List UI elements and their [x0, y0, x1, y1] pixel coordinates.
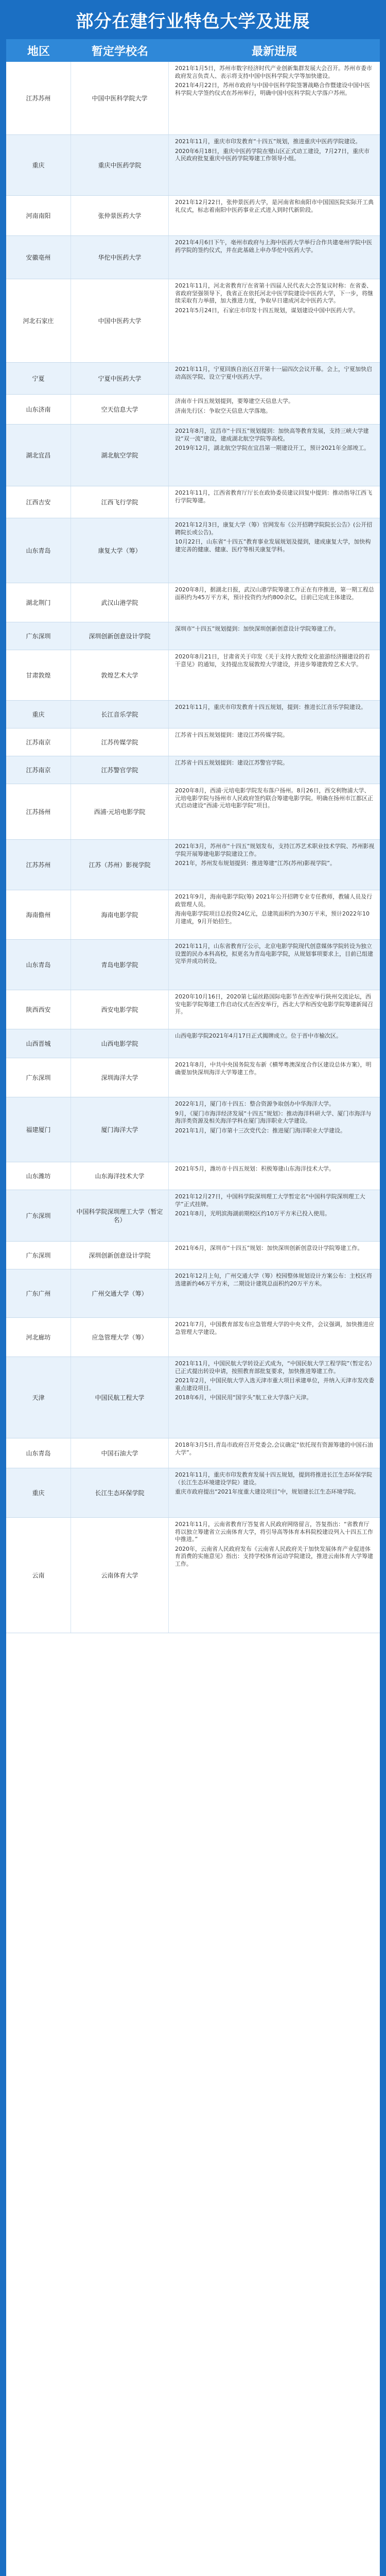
- table-row: [6, 486, 380, 518]
- region-cell: 重庆: [6, 135, 71, 195]
- school-name-cell: 康复大学（筹）: [71, 518, 169, 583]
- table-row: [6, 1097, 380, 1162]
- progress-cell: [169, 236, 380, 279]
- progress-paragraph: 2020年10月16日，2020第七届丝路国际电影节在西安举行陕州交流论坛，西安电影学院筹建工作启动仪式在西安举行，西北大学和西安电影学院筹建新闻召开。: [175, 993, 373, 1015]
- region-cell: 陕西西安: [6, 990, 71, 1029]
- progress-paragraph: 2020年8月，西浦·元培电影学院发布落户扬州。8月26日，西交利物浦大学、元培电影学院与扬州市人民政府签约联合筹建电影学院。明确在扬州市江都区正式启动建设“西浦·元培电影学院”项目。: [175, 787, 373, 809]
- progress-paragraph: 2020年8月，据湖北日报，武汉山港学院筹建工作正在有序推进，第一期工程总面积约为45万平方米，预计投资约为约800余亿，目前已完成主体建设。: [175, 586, 374, 601]
- table-row: [6, 990, 380, 1029]
- header-progress: 最新进展: [251, 45, 297, 58]
- header-name: 暂定学校名: [91, 45, 148, 58]
- region-cell: 广东深圳: [6, 1058, 71, 1097]
- progress-cell: [169, 756, 380, 784]
- progress-cell: [169, 1029, 380, 1058]
- table-row: [6, 425, 380, 486]
- progress-paragraph: 重庆市政府提出“2021年度重大建设项目”中，规划建长江生态环境学院。: [175, 1488, 360, 1495]
- school-name-cell: 江苏警官学院: [71, 756, 169, 784]
- region-cell: 江苏苏州: [6, 840, 71, 890]
- region-cell: 江苏扬州: [6, 784, 71, 839]
- region-cell: 甘肃敦煌: [6, 650, 71, 700]
- progress-cell: [169, 425, 380, 486]
- table-row: [6, 1269, 380, 1318]
- region-cell: 云南: [6, 1518, 71, 1633]
- school-name-cell: 中国民航工程大学: [71, 1357, 169, 1438]
- progress-cell: [169, 135, 380, 195]
- progress-paragraph: 2021年11月，重庆市印发教育发展十四五规划，提到将推进长江生态环保学院（长江生态环境建设学院）建设。: [175, 1471, 372, 1486]
- table-row: [6, 701, 380, 728]
- progress-cell: [169, 363, 380, 394]
- progress-paragraph: 2021年12月22日，张仲景医药大学，是河南省和南阳市中国国医院实际开工典礼仪式，标志着南阳中医药事业正式进入到时代新阶段。: [175, 199, 374, 213]
- header-region: 地区: [27, 45, 50, 58]
- table-row: [6, 518, 380, 583]
- region-cell: 山东潍坊: [6, 1162, 71, 1190]
- progress-paragraph: 2021年9月，海南电影学院(筹) 2021年公开招聘专业专任教师，教辅人员及行政管理人员。: [175, 893, 373, 908]
- school-name-cell: 西安电影学院: [71, 990, 169, 1029]
- region-cell: 山东济南: [6, 395, 71, 424]
- table-row: [6, 1438, 380, 1468]
- school-name-cell: 重庆中医药学院: [71, 135, 169, 195]
- school-name-cell: 中国中医科学院大学: [71, 62, 169, 134]
- region-cell: 福建厦门: [6, 1097, 71, 1162]
- progress-paragraph: 10月22日，山东省“十四五”教育事业发展规划及提到，建成康复大学，加快构建完善的健康、健康、医疗等相关康复学科。: [175, 538, 371, 553]
- progress-paragraph: 2021年7月，中国教育部发布应急管理大学的中央文件，会议强调，加快推进应急管理大学建设。: [175, 1321, 374, 1335]
- region-cell: 山东青岛: [6, 940, 71, 990]
- region-cell: 江苏南京: [6, 756, 71, 784]
- progress-cell: [169, 196, 380, 235]
- school-name-cell: 云南体育大学: [71, 1518, 169, 1633]
- progress-paragraph: 2021年12月上旬，广州交通大学（筹）校园整体规划设计方案公布：主校区将选建新约46万平方米，二期设计建筑总面积约20万平方米。: [175, 1273, 372, 1287]
- progress-paragraph: 2021年3月，苏州市“十四五”规划发布，支持江苏艺术职业技术学院、苏州影视学院开展筹建电影学院建设工作。: [175, 843, 375, 857]
- progress-paragraph: 2021年4月6日下午，亳州市政府与上海中医药大学举行合作共建亳州学院中医药学院的签约仪式，并在此基础上申办华佗中医药大学。: [175, 239, 372, 253]
- progress-paragraph: 2021年11月，宁夏回族自治区召开第十一届四次会议开幕。会上，宁夏加快启动高医学院、设立宁夏中医药大学。: [175, 366, 372, 380]
- table-row: [6, 395, 380, 425]
- school-name-cell: 西浦·元培电影学院: [71, 784, 169, 839]
- table-row: [6, 279, 380, 363]
- school-name-cell: 江西飞行学院: [71, 486, 169, 518]
- progress-cell: [169, 1058, 380, 1097]
- progress-cell: [169, 486, 380, 518]
- school-name-cell: 中国科学院深圳理工大学（暂定名）: [71, 1190, 169, 1241]
- table-row: [6, 840, 380, 890]
- progress-cell: [169, 622, 380, 650]
- progress-paragraph: 2021年，苏州发布规划提到：推进筹建“江苏(苏州)影视学院”。: [175, 860, 336, 867]
- progress-paragraph: 2021年11月，重庆市印发教育“十四五”规划，推进重庆中医药学院建设。: [175, 138, 361, 145]
- region-cell: 江苏苏州: [6, 62, 71, 134]
- school-name-cell: 广州交通大学（筹）: [71, 1269, 169, 1317]
- school-name-cell: 青岛电影学院: [71, 940, 169, 990]
- progress-cell: [169, 940, 380, 990]
- progress-cell: [169, 583, 380, 622]
- progress-cell: [169, 1269, 380, 1317]
- region-cell: 海南儋州: [6, 890, 71, 939]
- school-name-cell: 张仲景医药大学: [71, 196, 169, 235]
- progress-paragraph: 2019年12月，湖北航空学院在宜昌第一期建设开工，预计2021年全部竣工。: [175, 445, 370, 451]
- progress-paragraph: 2021年8月，中共中央国务院发布新《横琴粤澳深度合作区建设总体方案》，明确要加快深圳海洋大学筹建工作。: [175, 1061, 372, 1076]
- table-row: [6, 363, 380, 395]
- school-name-cell: 深圳创新创意设计学院: [71, 1242, 169, 1269]
- progress-paragraph: 济南市十四五规划提到，要筹建空天信息大学。: [175, 398, 294, 404]
- progress-paragraph: 海南电影学院项目总投资24亿元，总建筑面积约为30万平米，预计2022年10月建成，9月开始招生。: [175, 910, 370, 925]
- school-name-cell: 中国石油大学: [71, 1438, 169, 1468]
- school-name-cell: 宁夏中医药大学: [71, 363, 169, 394]
- region-cell: 广东广州: [6, 1269, 71, 1317]
- progress-paragraph: 2021年11月，山东省教育厅公示，北京电影学院现代创意媒体学院转设为独立设置的民办本科高校，拟更名为青岛电影学院，从规划事项要求上，目前已组建完毕并成功转设。: [175, 943, 373, 964]
- progress-cell: [169, 518, 380, 583]
- table-row: [6, 622, 380, 650]
- region-cell: 山西晋城: [6, 1029, 71, 1058]
- progress-cell: [169, 650, 380, 700]
- progress-paragraph: 2021年1月，厦门市第十三次党代会：推进厦门海洋职业大学建设。: [175, 1127, 346, 1134]
- progress-cell: [169, 1318, 380, 1357]
- region-cell: 河南南阳: [6, 196, 71, 235]
- school-name-cell: 湖北航空学院: [71, 425, 169, 486]
- progress-paragraph: 2021年5月24日，石家庄市印发十四五规划，谋划建设中国中医药大学。: [175, 307, 359, 314]
- progress-cell: [169, 1357, 380, 1438]
- region-cell: 重庆: [6, 701, 71, 728]
- progress-paragraph: 江苏省十四五规划提到：建设江苏警官学院。: [175, 759, 288, 766]
- progress-cell: [169, 728, 380, 756]
- region-cell: 山东青岛: [6, 1438, 71, 1468]
- progress-paragraph: 深圳市“十四五”规划提到：加快深圳创新创意设计学院筹建工作。: [175, 625, 340, 632]
- progress-paragraph: 2021年11月，云南省教育厅答复省人民政府网络留言，答复指出：“省教育厅将以独立筹建省立云南体育大学，将引导高等体育本科院校建设列入十四五工作中推进。”: [175, 1521, 373, 1543]
- progress-paragraph: 2020年6月18日，重庆中医药学院在璧山区正式动工建设，7月27日，重庆市人民政府批复重庆中医药学院筹建工作领导小组。: [175, 147, 370, 162]
- region-cell: 广东深圳: [6, 1242, 71, 1269]
- table-row: [6, 1058, 380, 1097]
- progress-cell: [169, 1468, 380, 1517]
- progress-paragraph: 2021年11月，江西省教育厅厅长在政协委员建议回复中提到：推动指导江西飞行学院筹建。: [175, 489, 372, 504]
- region-cell: 广东深圳: [6, 622, 71, 650]
- table-row: [6, 1468, 380, 1518]
- table-row: [6, 1190, 380, 1242]
- progress-cell: [169, 890, 380, 939]
- progress-paragraph: 2022年1月，厦门市十四五：整合资源争取创办中华海洋大学。: [175, 1100, 335, 1107]
- school-name-cell: 长江音乐学院: [71, 701, 169, 728]
- progress-paragraph: 济南先行区：争取空天信息大学落地。: [175, 407, 271, 414]
- progress-cell: [169, 1438, 380, 1468]
- progress-cell: [169, 990, 380, 1029]
- region-cell: 河北廊坊: [6, 1318, 71, 1357]
- school-name-cell: 敦煌艺术大学: [71, 650, 169, 700]
- progress-paragraph: 2021年12月27日，中国科学院深圳理工大学暂定名“中国科学院深圳理工大学”正式挂牌。: [175, 1193, 365, 1208]
- progress-paragraph: 山西电影学院2021年4月17日正式揭牌成立。位于晋中市榆次区。: [175, 1032, 342, 1039]
- table-row: [6, 1357, 380, 1438]
- school-name-cell: 中国中医药大学: [71, 279, 169, 362]
- table-row: [6, 236, 380, 279]
- region-cell: 湖北荆门: [6, 583, 71, 622]
- school-name-cell: 武汉山港学院: [71, 583, 169, 622]
- table-row: [6, 756, 380, 784]
- progress-paragraph: 2021年12月3日，康复大学（筹）官网发布《公开招聘学院院长公告》(公开招聘院长或公告)。: [175, 521, 373, 536]
- progress-paragraph: 2021年5月，潍坊市十四五规划：积极筹建山东海洋技术大学。: [175, 1165, 335, 1172]
- school-name-cell: 深圳海洋大学: [71, 1058, 169, 1097]
- page-title: 部分在建行业特色大学及进展: [76, 11, 310, 32]
- region-cell: 重庆: [6, 1468, 71, 1517]
- table-row: [6, 1242, 380, 1269]
- progress-paragraph: 9月，《厦门市海洋经济发展“十四五”规划》：推动海洋科研大学、厦门市海洋与海洋类资源及相关海洋学科在厦门海洋职业大学建设。: [175, 1110, 372, 1124]
- region-cell: 山东青岛: [6, 518, 71, 583]
- progress-paragraph: 2021年11月，河北省教育厅在省第十四届人民代表大会答复议时称：在省委、省政府坚强领导下，我省正在依托河北中医学院建设中医药大学，下一步，将继续采取有力举措，加大推进力度，争取早日建成河北中医药大学。: [175, 282, 373, 304]
- progress-paragraph: 2021年8月，光明滨海湖前期校区约10万平方米已投入使用。: [175, 1210, 330, 1217]
- region-cell: 宁夏: [6, 363, 71, 394]
- table-row: [6, 1318, 380, 1357]
- school-name-cell: 应急管理大学（筹）: [71, 1318, 169, 1357]
- progress-cell: [169, 1242, 380, 1269]
- school-name-cell: 深圳创新创意设计学院: [71, 622, 169, 650]
- table-row: [6, 62, 380, 135]
- school-name-cell: 江苏传媒学院: [71, 728, 169, 756]
- table-body: [6, 62, 380, 1633]
- region-cell: 江西吉安: [6, 486, 71, 518]
- school-name-cell: 江苏（苏州）影视学院: [71, 840, 169, 890]
- school-name-cell: 华佗中医药大学: [71, 236, 169, 279]
- progress-cell: [169, 395, 380, 424]
- table-row: [6, 650, 380, 701]
- progress-cell: [169, 279, 380, 362]
- region-cell: 江苏南京: [6, 728, 71, 756]
- table-row: [6, 583, 380, 622]
- progress-cell: [169, 1097, 380, 1162]
- progress-paragraph: 2020年，云南省人民政府发布《云南省人民政府关于加快发展体育产业促进体育消费的实施意见》指出：支持学校体育运动学院建设，推进云南体育大学筹建工作。: [175, 1545, 373, 1567]
- progress-paragraph: 2018年6月，中国民用“国字头”航工业大学落户天津。: [175, 1394, 312, 1401]
- progress-paragraph: 2021年4月22日，苏州市政府与中国中医科学院签署战略合作暨建设中国中医科学院大学签约仪式在苏州举行，明确中国中医科学院大学落户苏州。: [175, 82, 370, 96]
- table-row: [6, 1162, 380, 1190]
- school-name-cell: 山西电影学院: [71, 1029, 169, 1058]
- table-row: [6, 940, 380, 990]
- school-name-cell: 长江生态环保学院: [71, 1468, 169, 1517]
- table-row: [6, 196, 380, 236]
- table-row: [6, 890, 380, 940]
- school-name-cell: 山东海洋技术大学: [71, 1162, 169, 1190]
- school-name-cell: 海南电影学院: [71, 890, 169, 939]
- table-row: [6, 1029, 380, 1058]
- progress-cell: [169, 784, 380, 839]
- progress-paragraph: 江苏省十四五规划提到：建设江苏传媒学院。: [175, 732, 288, 738]
- table-row: [6, 728, 380, 756]
- progress-paragraph: 2021年6月，深圳市“十四五”规划：加快深圳创新创意设计学院筹建工作。: [175, 1245, 363, 1251]
- progress-paragraph: 2021年2月，中国民航大学入选天津市重大项目承建单位，并纳入天津市发改委重点建设项目。: [175, 1377, 374, 1392]
- progress-paragraph: 2021年11月，重庆市印发教育十四五规划，提到：推进长江音乐学院建设。: [175, 704, 366, 710]
- progress-cell: [169, 62, 380, 134]
- region-cell: 天津: [6, 1357, 71, 1438]
- table-row: [6, 784, 380, 840]
- progress-cell: [169, 840, 380, 890]
- region-cell: 安徽亳州: [6, 236, 71, 279]
- region-cell: 湖北宜昌: [6, 425, 71, 486]
- progress-cell: [169, 1190, 380, 1241]
- progress-paragraph: 2021年8月，宜昌市“十四五”规划提到：加快高等教育发展，支持三峡大学建设“双一流”建设，建成湖北航空学院等高校。: [175, 428, 369, 442]
- school-name-cell: 厦门海洋大学: [71, 1097, 169, 1162]
- progress-cell: [169, 1518, 380, 1633]
- progress-cell: [169, 1162, 380, 1190]
- school-name-cell: 空天信息大学: [71, 395, 169, 424]
- progress-paragraph: 2021年1月5日，苏州市数字经济时代产业创新集群发展大会召开。苏州市委市政府发言负责人、表示将支持中国中医科学院大学等加快建设。: [175, 65, 372, 79]
- table-header: [6, 39, 380, 62]
- table-row: [6, 135, 380, 196]
- region-cell: 河北石家庄: [6, 279, 71, 362]
- progress-paragraph: 2020年8月21日，甘肃省关于印发《关于支持大敦煌文化旅游经济圈建设的若干意见》的通知，支持提出发展敦煌大学建设，并进步筹建敦煌艺术大学。: [175, 653, 370, 668]
- progress-paragraph: 2021年11月，中国民航大学转设正式成为，“中国民航大学工程学院”（暂定名）已正式提出转设申请，按照教育部批复要求，加快推进筹建工作。: [175, 1360, 373, 1375]
- progress-cell: [169, 701, 380, 728]
- progress-paragraph: 2018年3月5日,青岛市政府召开党委会,会议确定“依托现有资源筹建的中国石油大学”。: [175, 1442, 373, 1456]
- region-cell: 广东深圳: [6, 1190, 71, 1241]
- table-row: [6, 1518, 380, 1633]
